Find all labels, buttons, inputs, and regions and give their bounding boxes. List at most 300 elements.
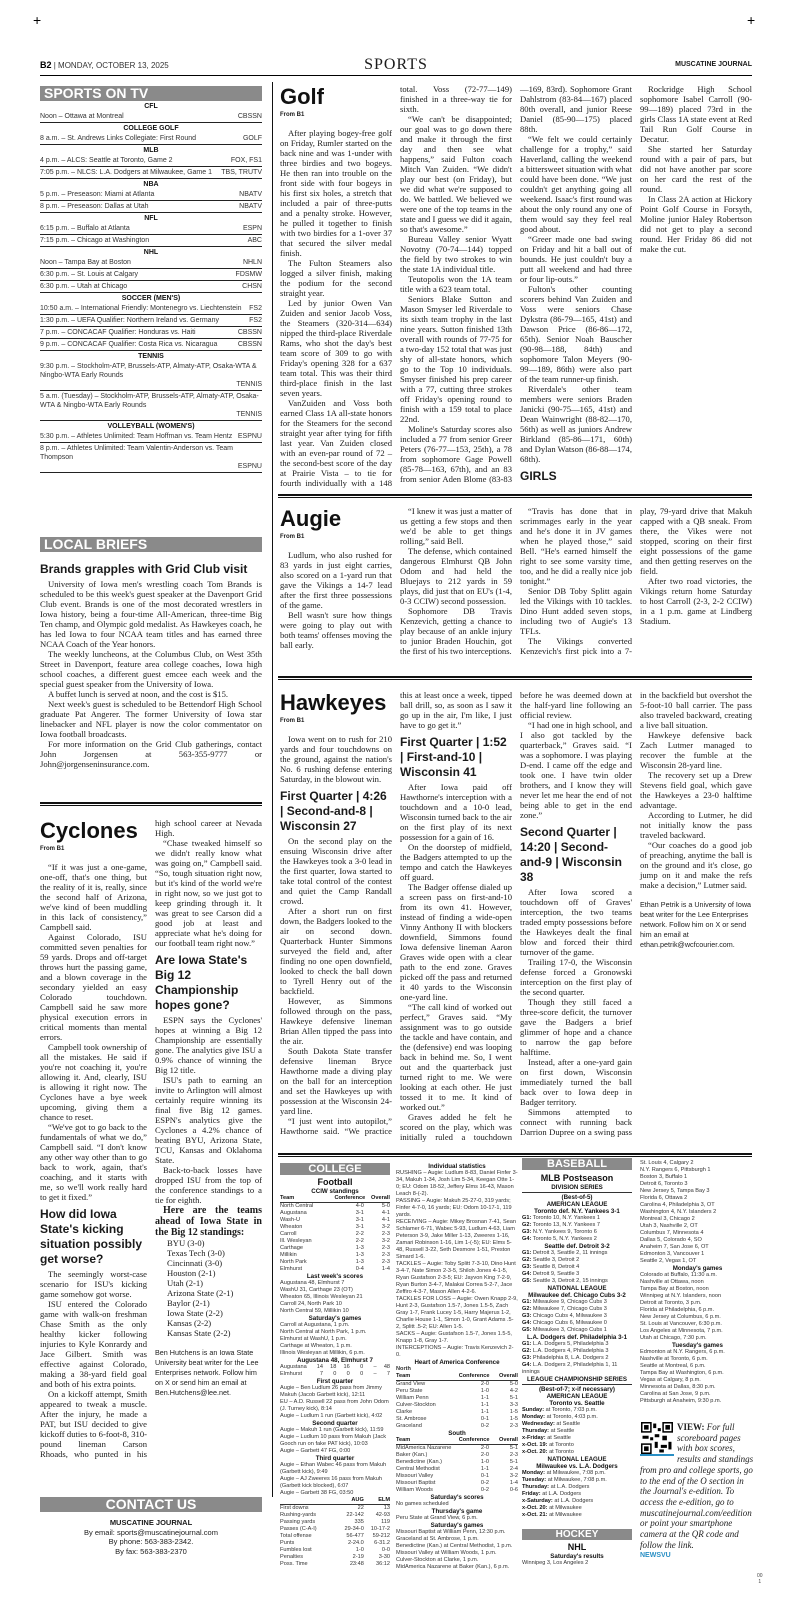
tv-event: 8 p.m. – Preseason: Dallas at Utah <box>40 203 149 210</box>
result-text: Milwaukee 7, Chicago Cubs 3 <box>532 1306 607 1312</box>
tv-channel: ESPN <box>242 225 262 232</box>
paragraph: She started her Saturday round with a pair of pars, but did not have another par score on her card the rest of the round. <box>640 144 752 194</box>
subheading: AMERICAN LEAGUE <box>546 1393 608 1400</box>
result-text: Chicago Cubs 6, Milwaukee 0 <box>532 1320 607 1326</box>
paragraph: “I just went into autopilot,” Hawthorne said. “We practice this at least once a week, tipped ball drill, so, as soon as I saw it go up in the air, I'm like, I just have to go get it.” <box>280 690 512 1136</box>
tv-channel: CHSN <box>242 283 262 290</box>
list-item: Texas Tech (3-0) <box>167 1248 225 1258</box>
article-headline: Hawkeyes <box>280 690 387 715</box>
result-text: L.A. Dodgers 5, Philadelphia 3 <box>532 1341 609 1347</box>
table-cell: 1-4 <box>381 1266 390 1272</box>
table-cell: 5-0 <box>509 1381 518 1387</box>
result-line <box>522 1477 632 1484</box>
table-row <box>396 1466 518 1473</box>
line-item: Carolina 4, Philadelphia 3, OT <box>640 1202 715 1208</box>
table-cell: 56-477 <box>346 1533 364 1539</box>
table-cell: Team <box>280 1195 295 1201</box>
page-code-top: 00 <box>757 1573 763 1579</box>
result-label: x-Oct. 21: <box>522 1512 548 1518</box>
table-cell: Wash-U <box>280 1217 300 1223</box>
line-item: MidAmerica Nazarene at Baker (Kan.), 6 p.m. <box>396 1564 510 1570</box>
result-line <box>522 1306 632 1313</box>
line-item: Vegas at Calgary, 8 p.m. <box>640 1377 701 1383</box>
box-title: Football <box>317 1177 353 1187</box>
subheading: Milwaukee vs. L.A. Dodgers <box>536 1463 618 1470</box>
table-cell: 5-1 <box>509 1445 518 1451</box>
tv-event: 5 a.m. (Tuesday) – Stockholm-ATP, Brussels-ATP, Almaty-ATP, Osaka-WTA & Ningbo-WTA Early Rounds <box>40 393 259 409</box>
result-label: G1: <box>522 1299 532 1305</box>
table-cell: – <box>373 1364 377 1370</box>
result-label: G1: <box>522 1250 532 1256</box>
paragraph: “I had one in high school, and I also got tackled by the quarterback,” Graves said. “I was a sophomore. I was playing D-end. I came off the edge and took one. I have twin older brothers, and I know they will never let me hear the end of not being able to get in the end zone.” <box>520 720 632 820</box>
table-cell: Overall <box>499 1437 518 1443</box>
line-item: N.Y. Rangers 6, Pittsburgh 1 <box>640 1167 711 1173</box>
table-cell: 18 <box>330 1364 337 1370</box>
jump-line: From B1 <box>280 112 305 118</box>
subheading: NATIONAL LEAGUE <box>547 1285 607 1292</box>
promo-text: For full scoreboard pages with box scores, results and standings from pro and college sports, go to the end of the O section in the Journal's e-edition. To access the e-edition, go to muscatinejournal.com/eedition or point your smartphone camera at the QR code and follow the link. <box>640 1422 754 1550</box>
table-cell: 0-6 <box>509 1487 518 1493</box>
paragraph: South Dakota State transfer defensive lineman Bryce Hawthorne made a diving play on the ball for an interception and set the Hawkeyes up with possession at the Wisconsin 24-yard line. <box>280 1046 392 1116</box>
paragraph: The Badger offense dialed up a screen pass on first-and-10 from its own 41. However, instead of finding a wide-open Vinny Anthony II with blockers downfield, Simmons found Iowa defensive lineman Aaron Graves wide open with a clear path to the end zone. Graves picked off the pass and returned it 40 yards to the Wisconsin one-yard line. <box>400 882 512 1002</box>
table-header <box>396 1373 518 1381</box>
table-cell: Peru State <box>396 1388 423 1394</box>
table-cell: Culver-Stockton <box>396 1402 436 1408</box>
author-tagline: Ben Hutchens is an Iowa State University beat writer for the Lee Enterprises network. Follow him on X or send him an email at Ben.Hutchens@lee.net. <box>155 1348 259 1397</box>
table-cell: 13 <box>383 1505 390 1511</box>
line-item: Wheaton 65, Illinois Wesleyan 21 <box>280 1294 363 1300</box>
line-item: Winnipeg at N.Y. Islanders, noon <box>640 1293 722 1299</box>
table-cell: Passing yards <box>280 1519 316 1525</box>
author-tagline: Ethan Petrik is a University of Iowa beat writer for the Lee Enterprises network. Follow him on X or send him an email at ethan.petrik@wcfcourier.com. <box>640 900 752 949</box>
line-item: North Central 59, Millikin 10 <box>280 1308 349 1314</box>
registration-mark: + <box>747 12 756 28</box>
table-cell: 0 <box>360 1364 364 1370</box>
result-label: G3: <box>522 1229 532 1235</box>
table-cell: 1-3 <box>355 1252 364 1258</box>
paragraph: However, as Simmons followed through on the pass, Hawkeye defensive lineman Brian Allen tipped the pass into the air. <box>280 996 392 1046</box>
table-cell: 3-1 <box>355 1217 364 1223</box>
line-item: INTERCEPTIONS – Augie: Travis Kenzevich 2-0. <box>396 1345 514 1358</box>
subheading: Saturday's games <box>308 1315 362 1322</box>
table-cell: Wheaton <box>280 1224 303 1230</box>
tv-listing-row <box>40 223 262 235</box>
tv-channel: CBSSN <box>237 113 262 120</box>
baseball-title: BASEBALL <box>522 1158 632 1170</box>
paragraph: “If it was just a one-game, one-off, that's one thing, but the reality of it is, really, since the second half of Arizona, we've kind of been muddling in this lack of consistency,” Campbell said. <box>40 862 147 932</box>
paragraph: After two road victories, the Vikings return home Saturday to host Carroll (2-3, 2-2 CCIW) in a 1 p.m. game at Lindberg Stadium. <box>640 576 752 626</box>
tv-listing-row <box>40 339 262 351</box>
result-line <box>522 1250 632 1257</box>
result-label: x-Saturday: <box>522 1498 553 1504</box>
line-item: Columbus 7, Minnesota 4 <box>640 1230 704 1236</box>
augie-article <box>280 506 752 662</box>
paragraph: The weekly luncheons, at the Columbus Club, on West 35th Street in Davenport, feature area college coaches, Iowa high school coaches, a different guest emcee each week and the special guest speaker from the University of Iowa. <box>40 649 262 689</box>
tv-listing-row <box>40 303 262 315</box>
subheading: First Quarter | 1:52 | First-and-10 | Wisconsin 41 <box>400 735 507 779</box>
result-text: at Milwaukee <box>549 1505 582 1511</box>
tv-channel: CBSSN <box>237 341 262 348</box>
result-line <box>522 1264 632 1271</box>
paragraph: Trailing 17-0, the Wisconsin defense forced a Gronowski interception on the first play of the second quarter. <box>520 957 632 997</box>
subheading: Seattle def. Detroit 3-2 <box>544 1243 610 1250</box>
table-cell: ELM <box>378 1497 390 1503</box>
result-label: Thursday: <box>522 1428 550 1434</box>
list-item: Kansas (2-2) <box>167 1318 212 1328</box>
table-cell: 36:12 <box>376 1561 390 1567</box>
table-cell: Ill. Wesleyan <box>280 1238 312 1244</box>
table-cell: 2-2 <box>355 1238 364 1244</box>
tv-sport-heading: TENNIS <box>138 353 164 360</box>
table-header <box>280 1497 390 1505</box>
table-cell: 3-2 <box>509 1473 518 1479</box>
result-line <box>522 1414 632 1421</box>
table-cell: Conference <box>458 1437 490 1443</box>
table-cell: 2-0 <box>480 1381 489 1387</box>
table-cell: Central Methodist <box>396 1466 440 1472</box>
table-cell: 335 <box>354 1519 364 1525</box>
table-row <box>280 1259 390 1266</box>
paragraph: “Our coaches do a good job of preaching, anytime the ball is on the ground and it's close, go jump on it and make the refs make a decision,” Lutmer said. <box>640 840 752 890</box>
result-text: Philadelphia 8, L.A. Dodgers 2 <box>532 1355 609 1361</box>
line-item: Tampa Bay at Washington, 6 p.m. <box>640 1370 724 1376</box>
paragraph: Sophomore DB Travis Kenzevich, getting a chance to play because of an ankle injury to junior Braden Houchin, got the first of his two interceptions. <box>400 606 512 656</box>
result-label: G4: <box>522 1320 532 1326</box>
result-text: at Seattle <box>550 1428 575 1434</box>
paragraph: “We've got to go back to the fundamentals of what we do,” Campbell said. “I don't know any other way other than to go back to work, again, that's coaching, and it starts with me, so we'll work really hard to get it fixed.” <box>40 1122 147 1202</box>
line-item: Edmonton at N.Y. Rangers, 6 p.m. <box>640 1349 725 1355</box>
table-cell: 0-0 <box>381 1547 390 1553</box>
tv-channel: CBSSN <box>237 329 262 336</box>
subheading: Toronto def. N.Y. Yankees 3-1 <box>534 1208 620 1215</box>
table-row <box>280 1547 390 1554</box>
tv-event: 6:30 p.m. – St. Louis at Calgary <box>40 271 139 278</box>
paragraph: The recovery set up a Drew Stevens field goal, which gave the Hawkeyes a 23-0 halftime advantage. <box>640 770 752 810</box>
result-line <box>522 1271 632 1278</box>
tv-listing-row <box>40 189 262 201</box>
paragraph: VanZuiden and Voss both earned Class 1A all-state honors for the Steamers for the second straight year after tying for fifth last year. Van Zuiden closed with an even-par round of 72 – the second-best score of the day at Prairie Vista – to tie for fourth individually with a 148 total. Voss (72-77—149) finished in a three-way tie for sixth. <box>280 84 512 488</box>
result-line <box>522 1236 632 1243</box>
table-cell: Carthage <box>280 1245 304 1251</box>
paragraph: Back-to-back losses have dropped ISU from the top of the conference standings to a tie for eighth. <box>155 1165 262 1205</box>
table-cell: AUG <box>351 1497 364 1503</box>
table-cell: 0-1 <box>480 1416 489 1422</box>
table-cell: 2-0 <box>480 1452 489 1458</box>
table-cell: 1-3 <box>355 1245 364 1251</box>
result-line <box>522 1449 632 1456</box>
paragraph: University of Iowa men's wrestling coach Tom Brands is scheduled to be this week's guest speaker at the Davenport Grid Club event. Brands is one of the most decorated wrestlers in Iowa history, being a four-time All-American, three-time Big Ten champ, and Olympic gold medalist. As Hawkeyes coach, he has led Iowa to four NCAA team titles and has earned three NCAA Coach of the Year honors. <box>40 579 262 649</box>
result-text: at Toronto <box>549 1442 574 1448</box>
paragraph: After playing bogey-free golf on Friday, Rumler started on the back nine and was 1-under with three birdies and two bogeys. He then ran into trouble on the front side with four bogeys in his first six holes, a stretch that included a pair of three-putts and a penalty stroke. However, he pulled it together to finish with two birdies for a 1-over 37 that secured the silver medal finish. <box>280 128 392 258</box>
table-cell: 2-3 <box>509 1452 518 1458</box>
paragraph: ESPN says the Cyclones' hopes at winning a Big 12 Championship are essentially gone. The analytics give ISU a 0.9% chance of winning the Big 12 title. <box>155 1015 262 1075</box>
result-line <box>522 1341 632 1348</box>
result-line <box>522 1348 632 1355</box>
page-date: MONDAY, OCTOBER 13, 2025 <box>58 61 169 70</box>
subheading: Heart of America Conference <box>414 1359 500 1366</box>
result-text: at Seattle <box>556 1421 581 1427</box>
line-item: Graceland at St. Ambrose, 1 p.m. <box>396 1536 479 1542</box>
subheading: DIVISION SERIES <box>522 1184 632 1193</box>
paragraph: After a short run on first down, the Badgers looked to the air on second down. Quarterback Hunter Simmons surveyed the field and, after finding no one open downfield, looked to check the ball down to Tyrell Henry out of the backfield. <box>280 906 392 996</box>
result-label: Wednesday: <box>522 1421 555 1427</box>
table-cell: 2-19 <box>352 1554 364 1560</box>
table-cell: Baker (Kan.) <box>396 1452 428 1458</box>
line-item: St. Louis at Vancouver, 6:30 p.m. <box>640 1321 722 1327</box>
divider <box>40 802 262 806</box>
jump-line: From B1 <box>280 534 305 540</box>
paragraph: “Chase tweaked himself so we didn't really know what was going on,” Campbell said. “So, tough situation right now, but it's kind of the world we're in right now, so we just got to keep grinding through it. It was great to see Carson did a good job at least and appreciate what he's doing for our football team right now.” <box>155 838 262 948</box>
line-item: EU – A.D. Russell 22 pass from John Odom (J. Turney kick), 8:14 <box>280 1399 389 1412</box>
box-title: MLB Postseason <box>540 1173 614 1183</box>
contact-email[interactable]: By email: sports@muscatinejournal.com <box>84 1527 218 1537</box>
table-cell: 3-2 <box>381 1238 390 1244</box>
subheading: L.A. Dodgers def. Philadelphia 3-1 <box>526 1334 628 1341</box>
result-text: Detroit 3, Seattle 2, 11 innings <box>532 1250 608 1256</box>
table-cell: North Central <box>280 1203 314 1209</box>
table-row <box>280 1533 390 1540</box>
line-item: TACKLES FOR LOSS – Augie: Owen Knapp 2-9, Hunt 2-3, Gustafson 1.5-7, Jones 1.5-5, Zach Gray 1-7, Frank Lucey 1-5, Harry Majerus 1-2, Charlie House 1-1, Simon 1-0, Grant Adams .5-2, Splitt .5-2; EU: Allen 1-5. <box>396 1296 518 1330</box>
list-item: BYU (3-0) <box>167 1238 205 1248</box>
tv-channel: TENNIS <box>236 411 262 418</box>
paragraph: The defense, which contained dangerous Elmhurst QB John Odom and had held the Bluejays to 212 yards in 59 plays, did just that on EU's (1-4, 0-3 CCIW) second possession. <box>400 546 512 606</box>
paragraph: Hawkeye defensive back Zach Lutmer managed to recover the fumble at the Wisconsin 28-yard line. <box>640 730 752 770</box>
tv-channel: GOLF <box>242 135 262 142</box>
table-cell: 2-24.0 <box>347 1540 364 1546</box>
subheading: Saturday's games <box>430 1522 484 1529</box>
paragraph: Led by junior Owen Van Zuiden and senior Jacob Voss, the Steamers (320-314—634) nipped the third-place Riverdale Rams, who shot the day's best team score of 309 to go with Friday's opening 328 for a 637 team total. This was their third third-place finish in the last seven years. <box>280 298 392 398</box>
line-item: Carroll at Augustana, 1 p.m. <box>280 1322 350 1328</box>
table-cell: 3-30 <box>378 1554 390 1560</box>
table-cell: 5-0 <box>381 1203 390 1209</box>
sports-on-tv <box>40 86 262 473</box>
line-item: Augie – AJ Zweeres 16 pass from Makuh (Garbett kick blocked), 6:07 <box>280 1476 382 1489</box>
table-row <box>396 1459 518 1466</box>
tv-channel: FS2 <box>249 317 262 324</box>
result-label: Friday: <box>522 1491 541 1497</box>
line-item: Benedictine (Kan.) at Central Methodist, 1 p.m. <box>396 1543 513 1549</box>
paragraph: ISU entered the Colorado game with walk-on freshman Chase Smith as the only healthy kicker following injuries to Kyle Konrardy and Jace Gilbert. Smith was effective against Colorado, making a 38-yard field goal and both of his extra points. <box>40 1299 147 1389</box>
table-cell: Rushing-yards <box>280 1512 317 1518</box>
subheading: Brands grapples with Grid Club visit <box>40 562 248 576</box>
table-cell: 0-1 <box>480 1473 489 1479</box>
table-cell: Total offense <box>280 1533 312 1539</box>
table-row <box>396 1445 518 1452</box>
page-header: B2 | MONDAY, OCTOBER 13, 2025 SPORTS MUSCATINE JOURNAL <box>40 58 752 76</box>
result-text: L.A. Dodgers 2, Philadelphia 1, 11 innings <box>522 1362 618 1375</box>
subheading: Monday's games <box>672 1265 723 1272</box>
tv-event: 9:30 p.m. – Stockholm-ATP, Brussels-ATP, Almaty-ATP, Osaka-WTA & Ningbo-WTA Early Rounds <box>40 363 257 379</box>
result-label: Sunday: <box>522 1407 545 1413</box>
nhl-scores-schedule <box>640 1160 755 1415</box>
tv-sport-heading: CFL <box>144 103 158 110</box>
table-row <box>396 1409 518 1416</box>
table-cell: 1-0 <box>355 1547 364 1553</box>
result-label: G3: <box>522 1264 532 1270</box>
paragraph: The Vikings converted Kenzevich's first pick into a 7-play, 79-yard drive that Makuh capped with a QB sneak. From there, the Vikes were not stopped, scoring on their first eight possessions of the game and then getting reserves on the field. <box>520 506 752 656</box>
line-item: Utah 3, Nashville 2, OT <box>640 1223 698 1229</box>
tv-listing-row <box>40 257 262 269</box>
line-item: Florida 6, Ottawa 2 <box>640 1195 688 1201</box>
tv-sport-heading: NFL <box>144 215 158 222</box>
table-cell: Augustana <box>280 1364 307 1370</box>
paragraph: Moline's Saturday scores also included a 77 from senior Greer Peters (76-77—153, 25th), a 78 from sophomore Gage Powell (85-78—163, 67th), and an 83 from senior Aden Blome (83-83—169, 83rd). Sophomore Grant Dahlstrom (83-84—167) placed 80th overall, and junior Reese Daniel (85-90—175) placed 88th. <box>400 84 632 484</box>
table-cell: 2-2 <box>355 1231 364 1237</box>
line-item: St. Louis 4, Calgary 2 <box>640 1160 694 1166</box>
result-text: Milwaukee 3, Chicago Cubs 1 <box>532 1327 607 1333</box>
result-text: at L.A. Dodgers <box>542 1491 582 1497</box>
table-row <box>280 1224 390 1231</box>
table-cell: Carroll <box>280 1231 297 1237</box>
table-cell: 7 <box>386 1371 391 1377</box>
result-label: G4: <box>522 1236 532 1242</box>
table-cell: 2-3 <box>381 1259 390 1265</box>
table-cell: 23:48 <box>349 1561 364 1567</box>
table-row <box>396 1487 518 1494</box>
college-title: COLLEGE <box>280 1163 390 1175</box>
result-text: at Milwaukee <box>549 1512 582 1518</box>
page-code-bottom: 1 <box>758 1579 762 1585</box>
table-cell: 14 <box>316 1364 323 1370</box>
line-item: Detroit 6, Toronto 3 <box>640 1181 688 1187</box>
tv-listing-row <box>40 431 262 443</box>
line-item: SACKS – Augie: Gustafson 1.5-7, Jones 1.5-5, Knapp 1-8, Gray 1-7. <box>396 1331 512 1344</box>
table-cell: 7 <box>319 1371 323 1377</box>
line-item: Carroll 24, North Park 10 <box>280 1301 342 1307</box>
contact-us-title: CONTACT US <box>40 1497 262 1512</box>
line-item: Augie – Ludlum 10 pass from Makuh (Jack Gooch run on fake PAT kick), 10:03 <box>280 1434 387 1447</box>
table-cell: Elmhurst <box>280 1266 303 1272</box>
tv-event: 1:30 p.m. – UEFA Qualifier: Northern Ireland vs. Germany <box>40 317 219 324</box>
table-cell: 4-1 <box>381 1210 390 1216</box>
table-cell: Passes (C-A-I) <box>280 1526 317 1532</box>
line-item: Augie – Ludlum 1 run (Garbett kick), 4:02 <box>280 1413 383 1419</box>
tv-listing-row <box>40 201 262 213</box>
paragraph: “The call kind of worked out perfect,” Graves said. “My assignment was to go outside the tackle and have contain, and the (defensive) end was looping back in behind me. So, I went out and the quarterback just turned right to me. We were looking at each other. He just tossed it to me. It kind of worked out.” <box>400 1002 512 1112</box>
table-cell: Benedictine (Kan.) <box>396 1459 443 1465</box>
result-label: G3: <box>522 1313 532 1319</box>
divider <box>278 676 752 680</box>
list-item: Iowa State (2-2) <box>167 1308 223 1318</box>
result-line <box>522 1215 632 1222</box>
article-headline: Augie <box>280 506 342 531</box>
table-cell: 6-31.2 <box>374 1540 390 1546</box>
result-line <box>522 1435 632 1442</box>
result-label: G4: <box>522 1362 532 1368</box>
section-title: SPORTS <box>364 56 428 73</box>
local-briefs-article <box>40 557 262 789</box>
subheading: NATIONAL LEAGUE <box>547 1456 607 1463</box>
line-item: PASSING – Augie: Makuh 25-27-0, 319 yards; Finfer 4-7-0, 16 yards; EU: Odom 10-17-1, 119 yards. <box>396 1198 512 1218</box>
subheading: Are Iowa State's Big 12 Championship hopes gone? <box>155 953 248 1012</box>
result-line <box>522 1313 632 1320</box>
table-cell: Team <box>396 1373 411 1379</box>
line-item: Dallas 5, Colorado 4, SO <box>640 1237 702 1243</box>
line-item: Augie – Makuh 1 run (Garbett kick), 11:59 <box>280 1427 384 1433</box>
tv-event: 7:05 p.m. – NLCS: L.A. Dodgers at Milwaukee, Game 1 <box>40 169 212 176</box>
result-label: G5: <box>522 1327 532 1333</box>
list-item: Kansas State (2-2) <box>167 1328 231 1338</box>
result-text: at L.A. Dodgers <box>550 1484 590 1490</box>
table-cell: Fumbles lost <box>280 1547 312 1553</box>
tv-event: 8 p.m. – Athletes Unlimited: Team Valentin-Anderson vs. Team Thompson <box>40 445 233 461</box>
line-item: Culver-Stockton at Clarke, 1 p.m. <box>396 1557 479 1563</box>
table-cell: Poss. Time <box>280 1561 308 1567</box>
table-row <box>396 1480 518 1487</box>
result-line <box>522 1278 632 1285</box>
tv-event: 10:50 a.m. – International Friendly: Montenegro vs. Liechtenstein <box>40 305 242 312</box>
table-cell: 0 <box>346 1371 350 1377</box>
paragraph: “Greer made one bad swing on Friday and hit a ball out of bounds. He just couldn't buy a putt all weekend and had three or four lip-outs.” <box>520 234 632 284</box>
result-line <box>522 1421 632 1428</box>
table-row <box>280 1238 390 1245</box>
table-row <box>396 1388 518 1395</box>
table-cell: 22-142 <box>346 1512 364 1518</box>
paragraph: Seniors Blake Sutton and Mason Smyser led Riverdale to its sixth team trophy in the last nine years. Sutton finished 13th overall with rounds of 77-75 for a two-day 152 total that was just shy of all-state honors, which go to the Top 10 individuals. Smyser finished his prep career with a 77, cutting three strokes off Friday's opening round to finish with a 159 total to place 22nd. <box>400 294 512 424</box>
tv-listings <box>40 102 262 473</box>
table-row <box>396 1452 518 1459</box>
result-line <box>522 1512 632 1519</box>
table-row <box>280 1210 390 1217</box>
paragraph: Against Colorado, ISU committed seven penalties for 59 yards. Drops and off-target throws hurt the passing game, and a blown coverage in the secondary yielded an easy Colorado touchdown. Campbell said he saw more physical execution errors in critical moments than mental errors. <box>40 932 147 1042</box>
subheading: AMERICAN LEAGUE <box>546 1201 608 1208</box>
tv-listing-row <box>40 361 262 391</box>
line-item: New Jersey 5, Tampa Bay 3 <box>640 1188 710 1194</box>
article-headline: Golf <box>280 84 324 109</box>
paragraph: Instead, after a one-yard gain on first down, Wisconsin immediately turned the ball back over to Iowa deep in Badger territory. <box>520 1057 632 1107</box>
tv-sport-heading: NBA <box>143 181 159 188</box>
line-item: Boston 3, Buffalo 1 <box>640 1174 688 1180</box>
tv-event: 6:15 p.m. – Buffalo at Atlanta <box>40 225 130 232</box>
column-rule <box>272 82 273 1497</box>
line-item: Pittsburgh at Anaheim, 9:30 p.m. <box>640 1398 722 1404</box>
tv-listing-row <box>40 133 262 145</box>
subheading: Saturday's results <box>550 1553 604 1560</box>
subheading: First Quarter | 4:26 | Second-and-8 | Wisconsin 27 <box>280 789 387 833</box>
table-cell: Missouri Valley <box>396 1473 434 1479</box>
result-label: x-Oct. 20: <box>522 1449 548 1455</box>
table-cell: 0-4 <box>355 1266 364 1272</box>
tv-channel: FDSMW <box>235 271 262 278</box>
qr-code-icon[interactable] <box>640 1422 674 1456</box>
contact-paper: MUSCATINE JOURNAL <box>109 1518 193 1527</box>
paragraph: According to Lutmer, he did not initially know the pass traveled backward. <box>640 810 752 840</box>
table-cell: 3-1 <box>355 1224 364 1230</box>
table-cell: 2-3 <box>381 1231 390 1237</box>
tv-sport-heading: SOCCER (MEN'S) <box>121 295 181 302</box>
result-text: Detroit 9, Seattle 3 <box>532 1271 580 1277</box>
result-label: G2: <box>522 1306 532 1312</box>
table-row <box>280 1505 390 1512</box>
tv-event: 4 p.m. – ALCS: Seattle at Toronto, Game 2 <box>40 157 173 164</box>
tv-channel: ESPNU <box>237 433 262 440</box>
table-cell: 3-1 <box>355 1210 364 1216</box>
tv-sport-heading: NHL <box>143 249 159 256</box>
table-row <box>396 1423 518 1430</box>
paragraph: Next week's guest is scheduled to be Bettendorf High School graduate Pat Angerer. The former University of Iowa star linebacker and NFL player is now the color commentator on Iowa football broadcasts. <box>40 699 262 739</box>
paragraph: On the doorstep of midfield, the Badgers attempted to up the tempo and catch the Hawkeyes off guard. <box>400 842 512 882</box>
result-text: at Toronto, 4:03 p.m. <box>546 1414 598 1420</box>
table-cell: 2-3 <box>509 1423 518 1429</box>
table-row <box>280 1561 390 1568</box>
subheading: GIRLS <box>520 469 557 483</box>
table-cell: 16 <box>343 1364 350 1370</box>
result-text: Toronto 10, N.Y. Yankees 1 <box>532 1215 600 1221</box>
result-text: Seattle 3, Detroit 2 <box>532 1257 580 1263</box>
tv-channel: NHLN <box>242 259 262 266</box>
result-line <box>522 1320 632 1327</box>
table-row <box>396 1381 518 1388</box>
